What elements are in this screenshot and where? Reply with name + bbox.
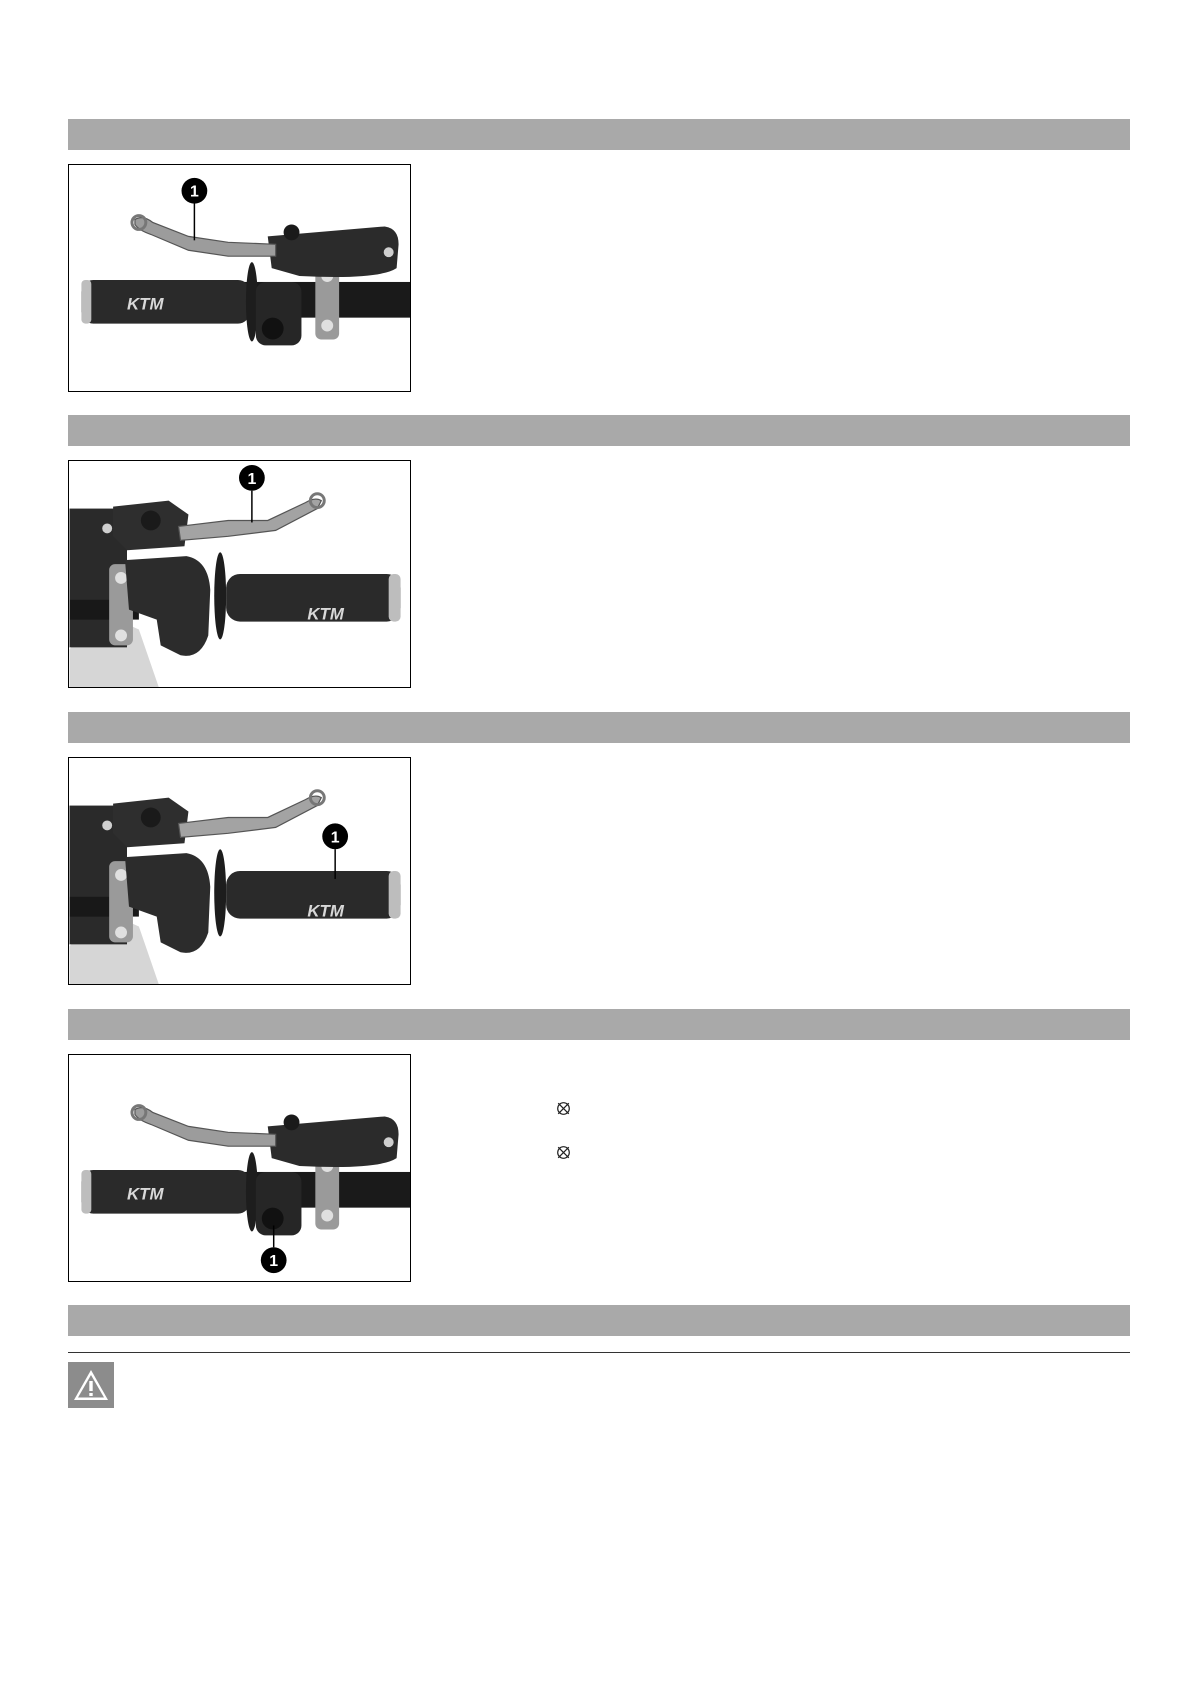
section-header-bar [68, 119, 1130, 150]
callout-number: 1 [247, 470, 257, 488]
clutch-lever-photo [68, 164, 411, 392]
section-header-bar [68, 415, 1130, 446]
callout-number: 1 [189, 183, 199, 201]
emergency-off-symbol-icon [556, 1101, 571, 1116]
section-header-bar [68, 1305, 1130, 1336]
divider-line [68, 1352, 1130, 1353]
throttle-grip-illustration [69, 758, 410, 984]
callout-number: 1 [269, 1253, 279, 1271]
warning-triangle-icon [68, 1362, 114, 1408]
kill-switch-illustration [69, 1055, 410, 1281]
emergency-off-symbol-icon [556, 1145, 571, 1160]
section-header-bar [68, 712, 1130, 743]
throttle-grip-photo [68, 757, 411, 985]
kill-switch-photo [68, 1054, 411, 1282]
hand-brake-lever-illustration [69, 461, 410, 687]
callout-number: 1 [330, 829, 340, 847]
hand-brake-lever-photo [68, 460, 411, 688]
clutch-lever-illustration [69, 165, 410, 391]
section-header-bar [68, 1009, 1130, 1040]
